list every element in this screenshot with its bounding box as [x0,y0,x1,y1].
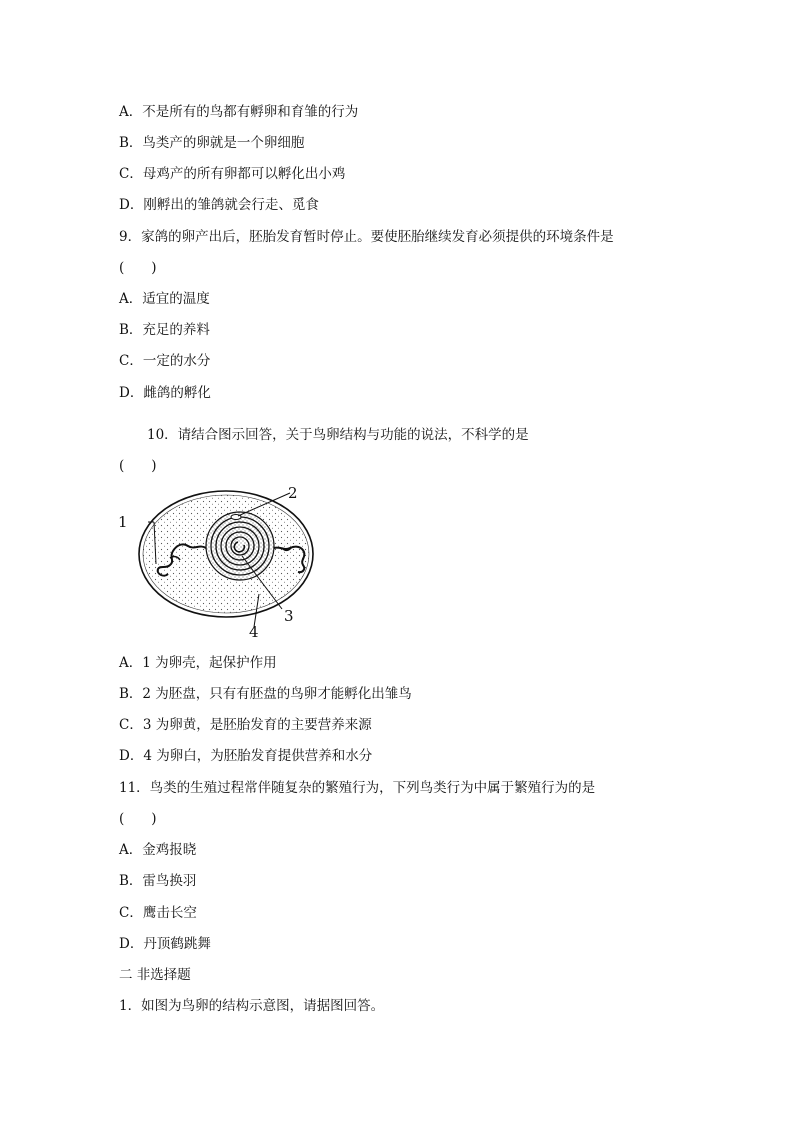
q11-stem: 11．鸟类的生殖过程常伴随复杂的繁殖行为，下列鸟类行为中属于繁殖行为的是 [119,780,596,796]
q10-option-c: C．3 为卵黄，是胚胎发育的主要营养来源 [119,717,372,733]
q10-option-b: B．2 为胚盘，只有有胚盘的鸟卵才能孵化出雏鸟 [119,686,412,702]
q9-option-b: B．充足的养料 [119,322,210,338]
q10-paren: ( ) [119,458,157,474]
q11-option-d: D．丹顶鹤跳舞 [119,936,211,952]
q9-option-d: D．雌鸽的孵化 [119,385,211,401]
q8-option-d: D．刚孵出的雏鸽就会行走、觅食 [119,197,319,213]
figure-label-2: 2 [288,484,298,502]
q11-paren: ( ) [119,811,157,827]
figure-label-1: 1 [118,513,128,531]
q10-option-d: D．4 为卵白，为胚胎发育提供营养和水分 [119,748,373,764]
q8-option-a: A．不是所有的鸟都有孵卵和育雏的行为 [119,104,359,120]
q9-option-a: A．适宜的温度 [119,291,210,307]
q10-stem: 10．请结合图示回答，关于鸟卵结构与功能的说法，不科学的是 [147,427,529,443]
section2-q1-stem: 1．如图为鸟卵的结构示意图，请据图回答。 [119,998,385,1014]
q11-option-c: C．鹰击长空 [119,905,197,921]
q8-option-b: B．鸟类产的卵就是一个卵细胞 [119,135,305,151]
egg-structure-figure [112,482,322,642]
q8-option-c: C．母鸡产的所有卵都可以孵化出小鸡 [119,166,346,182]
q11-option-a: A．金鸡报晓 [119,842,197,858]
egg-diagram [112,482,322,642]
figure-label-3: 3 [284,607,294,625]
q9-paren: ( ) [119,260,157,276]
q10-option-a: A．1 为卵壳，起保护作用 [119,655,277,671]
section-title: 二 非选择题 [119,967,191,983]
figure-label-4: 4 [249,623,259,641]
q9-stem: 9．家鸽的卵产出后，胚胎发育暂时停止。要使胚胎继续发育必须提供的环境条件是 [119,229,614,245]
q11-option-b: B．雷鸟换羽 [119,873,197,889]
q9-option-c: C．一定的水分 [119,353,211,369]
